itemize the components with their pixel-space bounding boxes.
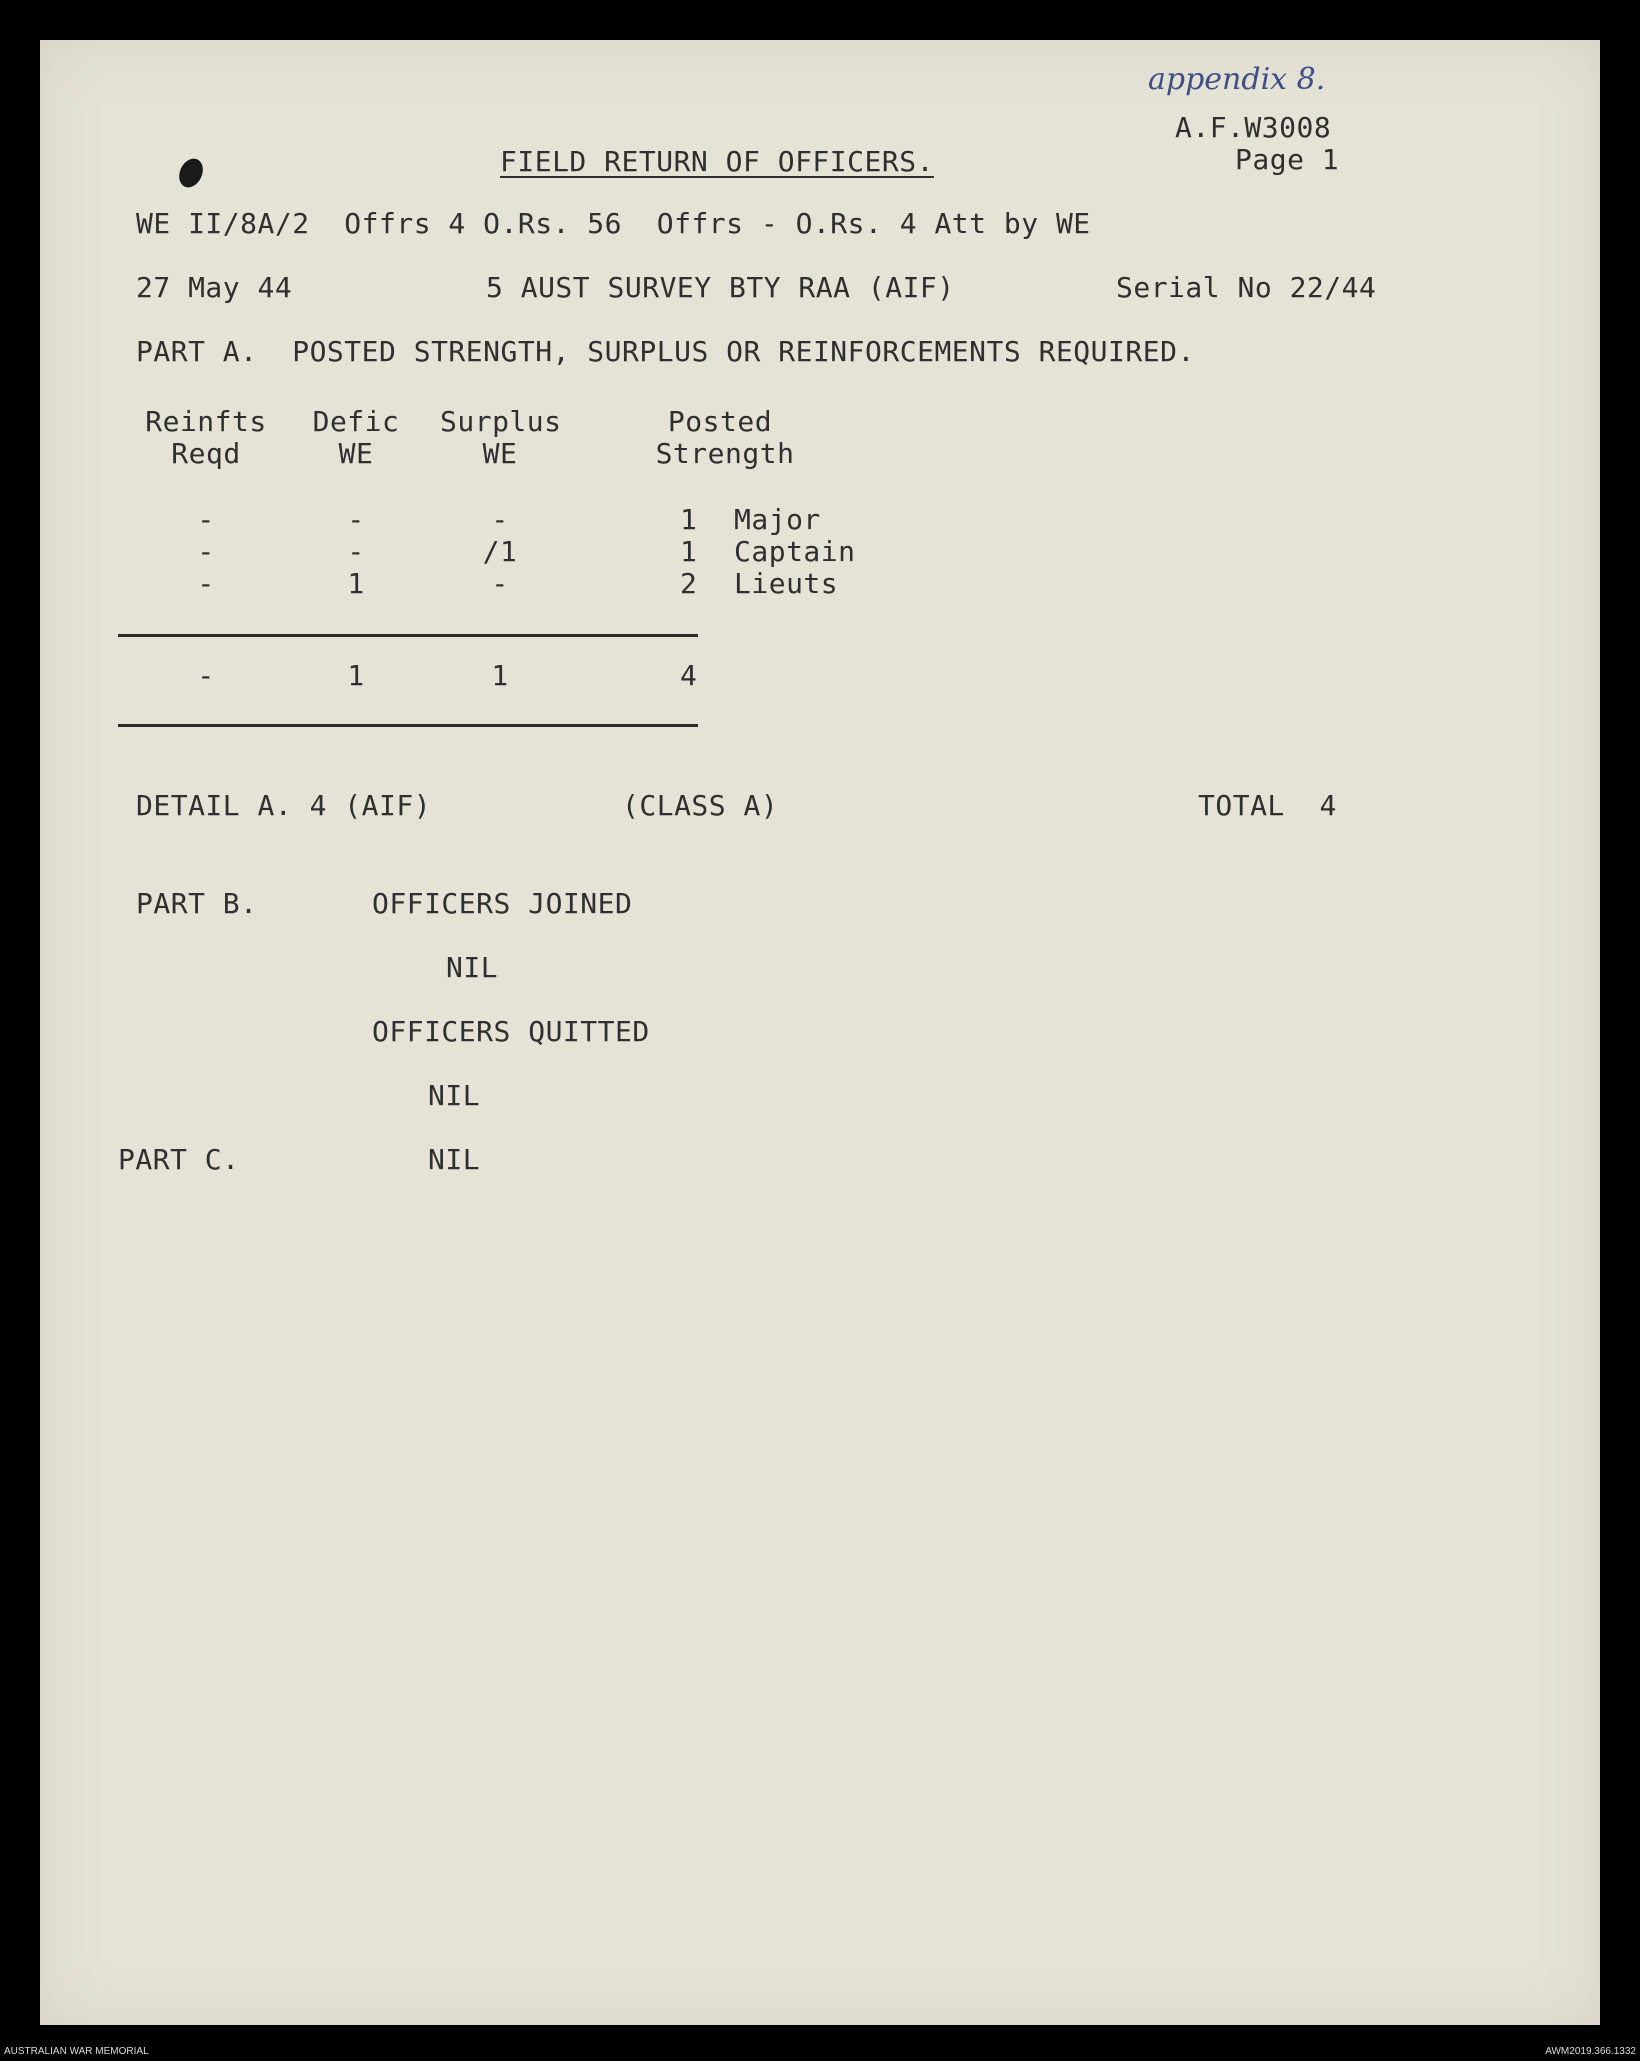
page-number: Page 1	[1235, 143, 1340, 176]
part-b-label: PART B.	[136, 887, 258, 920]
header-strength: Strength	[655, 437, 795, 470]
cell-rank-captain: Captain	[734, 535, 856, 568]
we-line: WE II/8A/2 Offrs 4 O.Rs. 56 Offrs - O.Rs. 4 Att by WE	[136, 207, 1091, 240]
detail-label: DETAIL A. 4 (AIF)	[136, 789, 432, 822]
total-defic: 1	[347, 659, 365, 692]
total-posted: 4	[680, 659, 698, 692]
cell-rank-major: Major	[734, 503, 821, 536]
officers-quitted-value: NIL	[428, 1079, 481, 1112]
header-reinfts: Reinfts	[145, 405, 267, 438]
document-page	[40, 40, 1600, 2025]
form-code: A.F.W3008	[1175, 111, 1332, 144]
table-total-rule-bottom	[118, 724, 698, 727]
detail-total: TOTAL 4	[1198, 789, 1337, 822]
document-title: FIELD RETURN OF OFFICERS.	[500, 145, 934, 178]
header-surplus: Surplus	[440, 405, 562, 438]
cell-posted-major: 1	[680, 503, 698, 536]
return-date: 27 May 44	[136, 271, 293, 304]
unit-name: 5 AUST SURVEY BTY RAA (AIF)	[486, 271, 955, 304]
header-posted: Posted	[667, 405, 773, 438]
serial-number: Serial No 22/44	[1116, 271, 1377, 304]
table-total-rule-top	[118, 634, 698, 637]
part-c-value: NIL	[428, 1143, 481, 1176]
header-defic-we: WE	[338, 437, 374, 470]
total-reinfts: -	[197, 659, 215, 692]
header-defic: Defic	[312, 405, 400, 438]
footer-accession-number: AWM2019.366.1332	[1545, 2046, 1636, 2057]
cell-reinfts-major: -	[197, 503, 215, 536]
header-surplus-we: WE	[482, 437, 518, 470]
cell-rank-lieuts: Lieuts	[734, 567, 839, 600]
cell-defic-major: -	[347, 503, 365, 536]
footer-archive-name: AUSTRALIAN WAR MEMORIAL	[4, 2046, 149, 2057]
handwritten-annotation: appendix 8.	[1148, 62, 1326, 97]
cell-posted-captain: 1	[680, 535, 698, 568]
cell-surplus-lieuts: -	[491, 567, 509, 600]
cell-reinfts-lieuts: -	[197, 567, 215, 600]
part-a-heading: PART A. POSTED STRENGTH, SURPLUS OR REINFORCEMENTS REQUIRED.	[136, 335, 1195, 368]
cell-posted-lieuts: 2	[680, 567, 698, 600]
total-surplus: 1	[491, 659, 509, 692]
header-reqd: Reqd	[171, 437, 241, 470]
cell-reinfts-captain: -	[197, 535, 215, 568]
officers-quitted-heading: OFFICERS QUITTED	[372, 1015, 650, 1048]
cell-defic-lieuts: 1	[347, 567, 365, 600]
cell-surplus-major: -	[491, 503, 509, 536]
officers-joined-value: NIL	[446, 951, 499, 984]
detail-class: (CLASS A)	[622, 789, 779, 822]
officers-joined-heading: OFFICERS JOINED	[372, 887, 633, 920]
punch-hole-mark	[175, 155, 208, 191]
cell-surplus-captain: /1	[482, 535, 518, 568]
part-c-label: PART C.	[118, 1143, 240, 1176]
cell-defic-captain: -	[347, 535, 365, 568]
